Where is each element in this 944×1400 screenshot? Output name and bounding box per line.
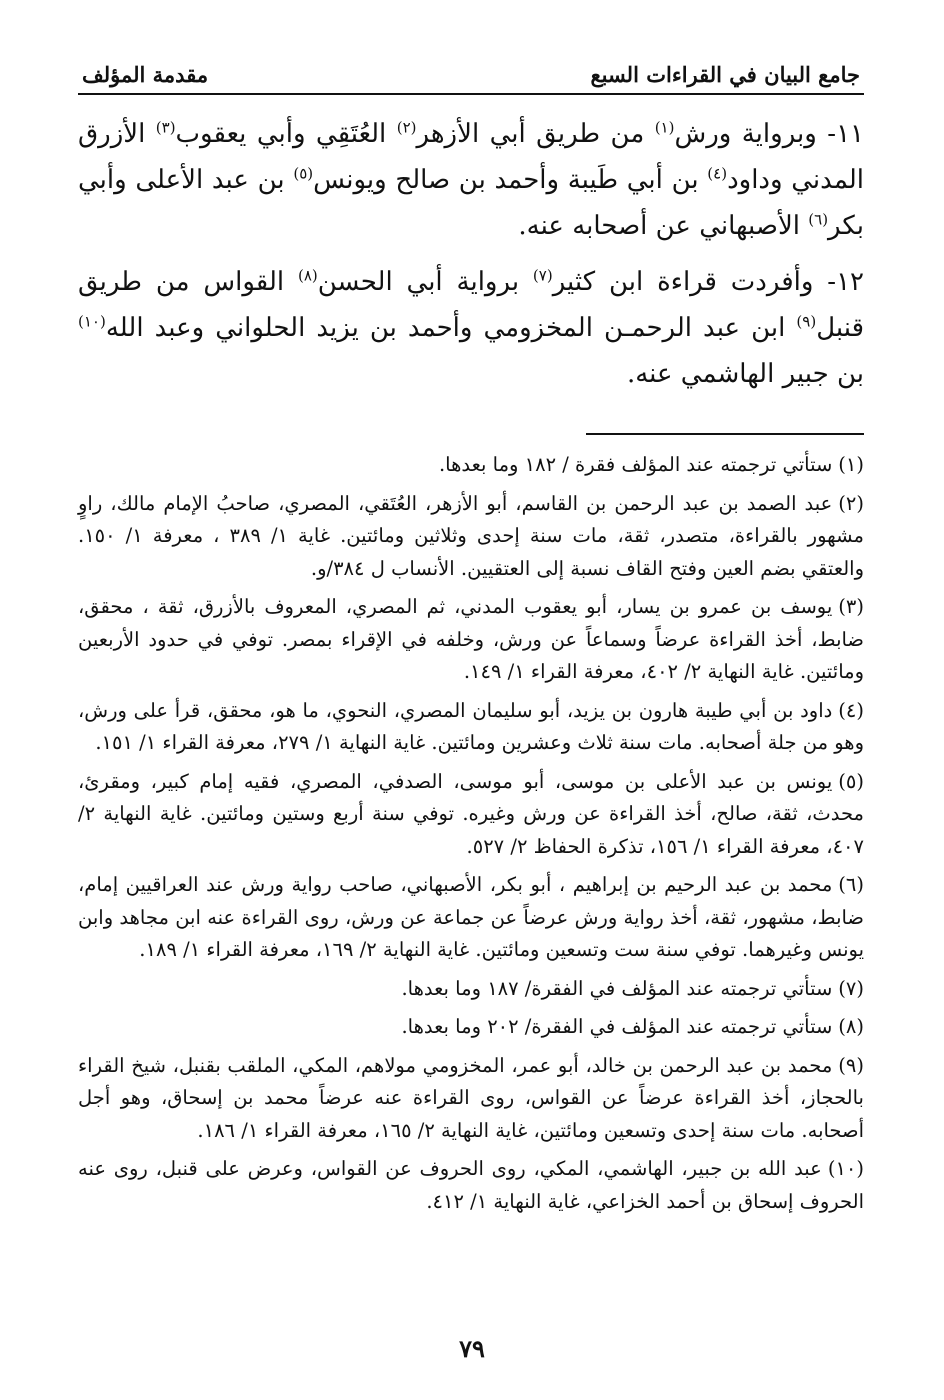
text-run: الأصبهاني عن أصحابه عنه. <box>518 211 809 241</box>
footnote-text: محمد بن عبد الرحمن بن خالد، أبو عمر، المخزومي مولاهم، المكي، الملقب بقنبل، شيخ القراء بالحجاز، أخذ القراءة عرضاً عن القواس، روى القراءة عنه عرضاً محمد بن إسحاق، وهو أجل أصحابه. مات سنة إحدى وتسعين ومائتين، غاية النهاية ٢/ ١٦٥، معرفة القراء ١/ ١٨٦. <box>78 1053 864 1142</box>
footnote-number: (٥) <box>838 769 864 793</box>
footnote-ref-3[interactable]: (٣) <box>155 118 176 137</box>
footnote-number: (٣) <box>838 595 864 618</box>
footnote-ref-1[interactable]: (١) <box>654 118 675 137</box>
footnote-number: (٨) <box>838 1015 864 1038</box>
footnote-10 <box>78 1153 864 1218</box>
footnote-number: (٤) <box>838 698 864 722</box>
footnote-text: يوسف بن عمرو بن يسار، أبو يعقوب المدني، ثم المصري، المعروف بالأزرق، ثقة ، محقق، ضابط، أخذ القراءة عرضاً وسماعاً عن ورش، وخلفه في الإقراء بمصر. توفي في حدود الأربعين ومائتين. غاية النهاية ٢/ ٤٠٢، معرفة القراء ١/ ١٤٩. <box>78 595 864 683</box>
footnote-text: ستأتي ترجمته عند المؤلف في الفقرة/ ١٨٧ وما بعدها. <box>401 976 833 1000</box>
main-text <box>78 111 864 397</box>
footnote-8 <box>78 1011 864 1044</box>
footnote-number: (١) <box>838 453 864 476</box>
footnote-text: ستأتي ترجمته عند المؤلف فقرة / ١٨٢ وما بعدها. <box>438 453 833 476</box>
text-run: ابن عبد الرحمـن المخزومي وأحمد بن يزيد الحلواني وعبد الله <box>105 313 797 343</box>
text-run: القواس من طريق قنبل <box>78 267 864 343</box>
footnote-9 <box>78 1050 864 1148</box>
book-title: جامع البيان في القراءات السبع <box>590 62 860 87</box>
footnote-number: (٩) <box>838 1053 864 1077</box>
text-run: بن عبد الأعلى وأبي بكر <box>78 165 864 241</box>
footnote-ref-8[interactable]: (٨) <box>297 266 318 285</box>
footnote-3 <box>78 591 864 689</box>
footnote-ref-10[interactable]: (١٠) <box>78 312 106 331</box>
footnote-4 <box>78 695 864 760</box>
footnote-text: ستأتي ترجمته عند المؤلف في الفقرة/ ٢٠٢ وما بعدها. <box>401 1015 833 1038</box>
text-run: برواية أبي الحسن <box>317 267 533 297</box>
page <box>78 62 864 1224</box>
footnote-ref-4[interactable]: (٤) <box>707 164 728 183</box>
text-run: ١٢- وأفردت قراءة ابن كثير <box>552 267 864 297</box>
text-run: العُتَقِي وأبي يعقوب <box>175 119 397 149</box>
footnote-6 <box>78 869 864 967</box>
footnote-5 <box>78 766 864 864</box>
footnote-7 <box>78 973 864 1006</box>
footnote-text: عبد الله بن جبير، الهاشمي، المكي، روى الحروف عن القواس، وعرض على قنبل، روى عنه الحروف إسحاق بن أحمد الخزاعي، غاية النهاية ١/ ٤١٢. <box>78 1157 864 1213</box>
paragraph-12 <box>78 259 864 397</box>
footnote-2 <box>78 488 864 586</box>
text-run: ١١- وبرواية ورش <box>674 119 864 149</box>
footnote-number: (٦) <box>838 873 864 896</box>
footnote-text: يونس بن عبد الأعلى بن موسى، أبو موسى، الصدفي، المصري، فقيه إمام كبير، ومقرئ، محدث، ثقة، صالح، أخذ القراءة عن ورش وغيره. توفي سنة أربع وستين ومائتين. غاية النهاية ٢/ ٤٠٧، معرفة القراء ١/ ١٥٦، تذكرة الحفاظ ٢/ ٥٢٧. <box>78 769 864 858</box>
footnote-text: عبد الصمد بن عبد الرحمن بن القاسم، أبو الأزهر، العُتَقي، المصري، صاحبُ الإمام مالك، راوٍ مشهور بالقراءة، متصدر، ثقة، مات سنة إحدى وثلاثين ومائتين. غاية ١/ ٣٨٩ ، معرفة ١/ ١٥٠. والعتقي بضم العين وفتح القاف نسبة إلى العتقيين. الأنساب ل ٣٨٤/و. <box>78 491 864 580</box>
footnote-ref-5[interactable]: (٥) <box>293 164 314 183</box>
footnote-number: (٧) <box>838 976 864 1000</box>
text-run: بن جبير الهاشمي عنه. <box>626 359 864 389</box>
footnote-number: (٢) <box>838 491 864 515</box>
footnote-text: محمد بن عبد الرحيم بن إبراهيم ، أبو بكر، الأصبهاني، صاحب رواية ورش عند العراقيين إمام، ضابط، مشهور، ثقة، أخذ رواية ورش عرضاً عن جماعة عن ورش، روى القراءة عنه ابن مجاهد وابن يونس وغيرهما. توفي سنة ست وتسعين ومائتين. غاية النهاية ٢/ ١٦٩، معرفة القراء ١/ ١٨٩. <box>78 873 864 961</box>
page-number: ٧٩ <box>459 1334 485 1363</box>
footnote-1 <box>78 449 864 482</box>
footnote-number: (١٠) <box>827 1157 864 1180</box>
text-run: بن أبي طَيبة وأحمد بن صالح ويونس <box>313 165 708 195</box>
footnote-ref-6[interactable]: (٦) <box>808 210 829 229</box>
running-header <box>78 62 864 95</box>
footnote-text: داود بن أبي طيبة هارون بن يزيد، أبو سليمان المصري، النحوي، ما هو، محقق، قرأ على ورش، وهو من جلة أصحابه. مات سنة ثلاث وعشرين ومائتين. غاية النهاية ١/ ٢٧٩، معرفة القراء ١/ ١٥١. <box>78 698 864 754</box>
footnotes <box>78 449 864 1218</box>
footnote-ref-2[interactable]: (٢) <box>396 118 417 137</box>
footnote-ref-7[interactable]: (٧) <box>532 266 553 285</box>
section-title: مقدمة المؤلف <box>82 62 209 87</box>
paragraph-11 <box>78 111 864 249</box>
footnote-separator <box>586 433 864 435</box>
footnote-ref-9[interactable]: (٩) <box>796 312 817 331</box>
text-run: الأزرق المدني وداود <box>78 119 864 195</box>
text-run: من طريق أبي الأزهر <box>416 119 655 149</box>
